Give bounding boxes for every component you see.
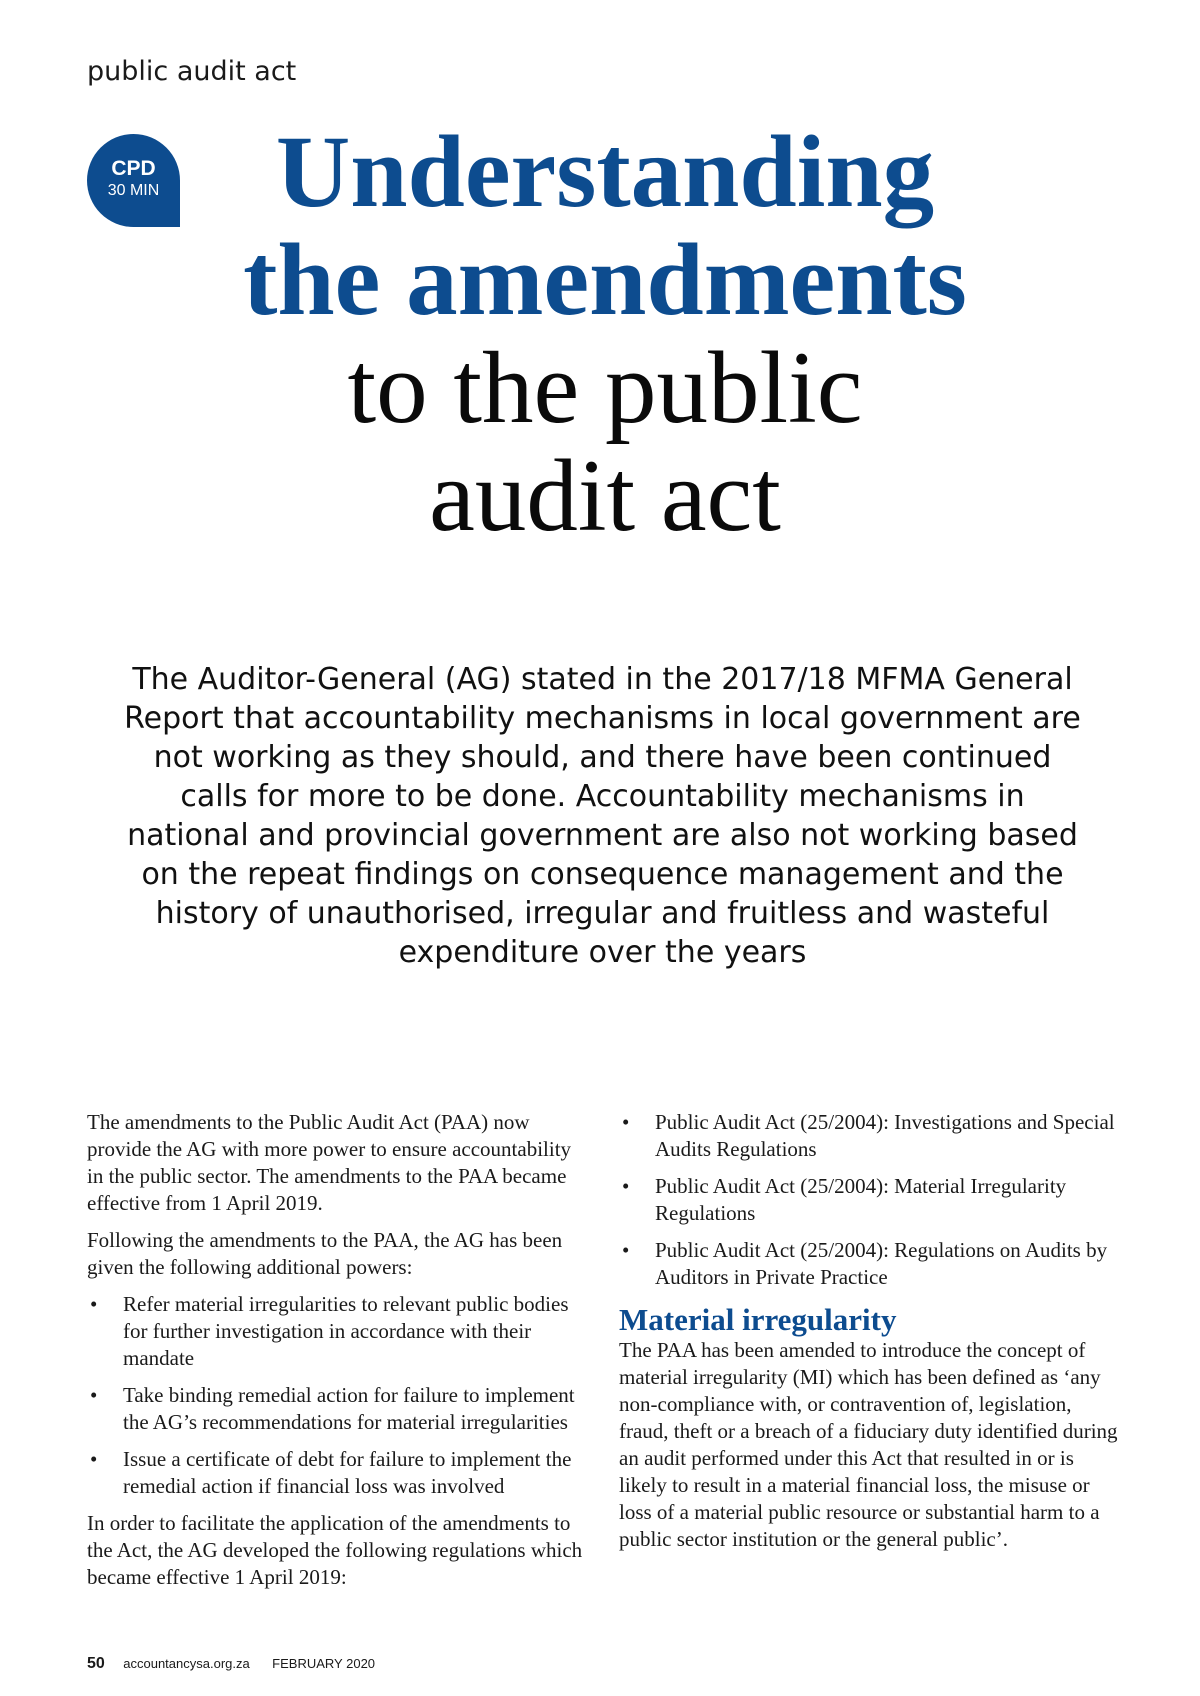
body-paragraph: The amendments to the Public Audit Act (PAA) now provide the AG with more power to ensure accountability in the public sector. The amendments to the PAA became effective from 1 April 2019. <box>87 1110 572 1215</box>
list-item-text: Take binding remedial action for failure to implement the AG’s recommendations for material irregularities <box>123 1383 575 1434</box>
list-item-text: Public Audit Act (25/2004): Investigations and Special Audits Regulations <box>655 1110 1115 1161</box>
body-paragraph: The PAA has been amended to introduce the concept of material irregularity (MI) which has been defined as ‘any non-compliance with, or contravention of, legislation, fraud, theft or a breach of a fiduciary duty identified during an audit performed under this Act that resulted in or is likely to result in a material financial loss, the misuse or loss of a material public resource or substantial harm to a public sector institution or the general public’. <box>619 1338 1118 1551</box>
left-column <box>87 1109 592 1601</box>
headline-line-1: Understanding <box>275 115 935 229</box>
bullet-icon: • <box>90 1383 98 1407</box>
right-column <box>619 1109 1124 1563</box>
list-item <box>619 1173 1124 1227</box>
list-item-text: Refer material irregularities to relevant public bodies for further investigation in accordance with their mandate <box>123 1292 569 1370</box>
bullet-icon: • <box>622 1110 630 1134</box>
list-item <box>87 1291 592 1372</box>
list-item-text: Public Audit Act (25/2004): Material Irregularity Regulations <box>655 1174 1067 1225</box>
list-item <box>87 1446 592 1500</box>
standfirst: The Auditor-General (AG) stated in the 2017/18 MFMA General Report that accountability mechanisms in local government are not working as they should, and there have been continued calls for more to be done. Accountability mechanisms in national and provincial government are also not working based on the repeat findings on consequence management and the history of unauthorised, irregular and fruitless and wasteful expenditure over the years <box>124 662 1081 970</box>
page-number: 50 <box>87 1655 105 1672</box>
section-label: public audit act <box>87 56 297 87</box>
cpd-label: CPD <box>111 157 156 180</box>
list-item <box>619 1237 1124 1291</box>
headline-line-3: to the public <box>347 331 863 445</box>
issue-date: FEBRUARY 2020 <box>272 1656 376 1671</box>
website-link[interactable]: accountancysa.org.za <box>123 1656 250 1671</box>
page-footer <box>87 1655 393 1673</box>
article-headline <box>190 115 1020 553</box>
regulations-list <box>619 1109 1124 1291</box>
list-item <box>619 1109 1124 1163</box>
bullet-icon: • <box>622 1174 630 1198</box>
cpd-badge <box>87 134 180 227</box>
headline-line-4: audit act <box>429 439 781 553</box>
bullet-icon: • <box>90 1292 98 1316</box>
list-item-text: Public Audit Act (25/2004): Regulations on Audits by Auditors in Private Practice <box>655 1238 1108 1289</box>
bullet-icon: • <box>622 1238 630 1262</box>
powers-list <box>87 1291 592 1500</box>
bullet-icon: • <box>90 1447 98 1471</box>
section-subheading: Material irregularity <box>619 1302 897 1337</box>
list-item <box>87 1382 592 1436</box>
list-item-text: Issue a certificate of debt for failure to implement the remedial action if financial loss was involved <box>123 1447 572 1498</box>
body-paragraph: Following the amendments to the PAA, the AG has been given the following additional powers: <box>87 1228 563 1279</box>
headline-line-2: the amendments <box>243 223 967 337</box>
cpd-duration: 30 MIN <box>107 182 160 199</box>
body-paragraph: In order to facilitate the application of the amendments to the Act, the AG developed the following regulations which became effective 1 April 2019: <box>87 1511 583 1589</box>
